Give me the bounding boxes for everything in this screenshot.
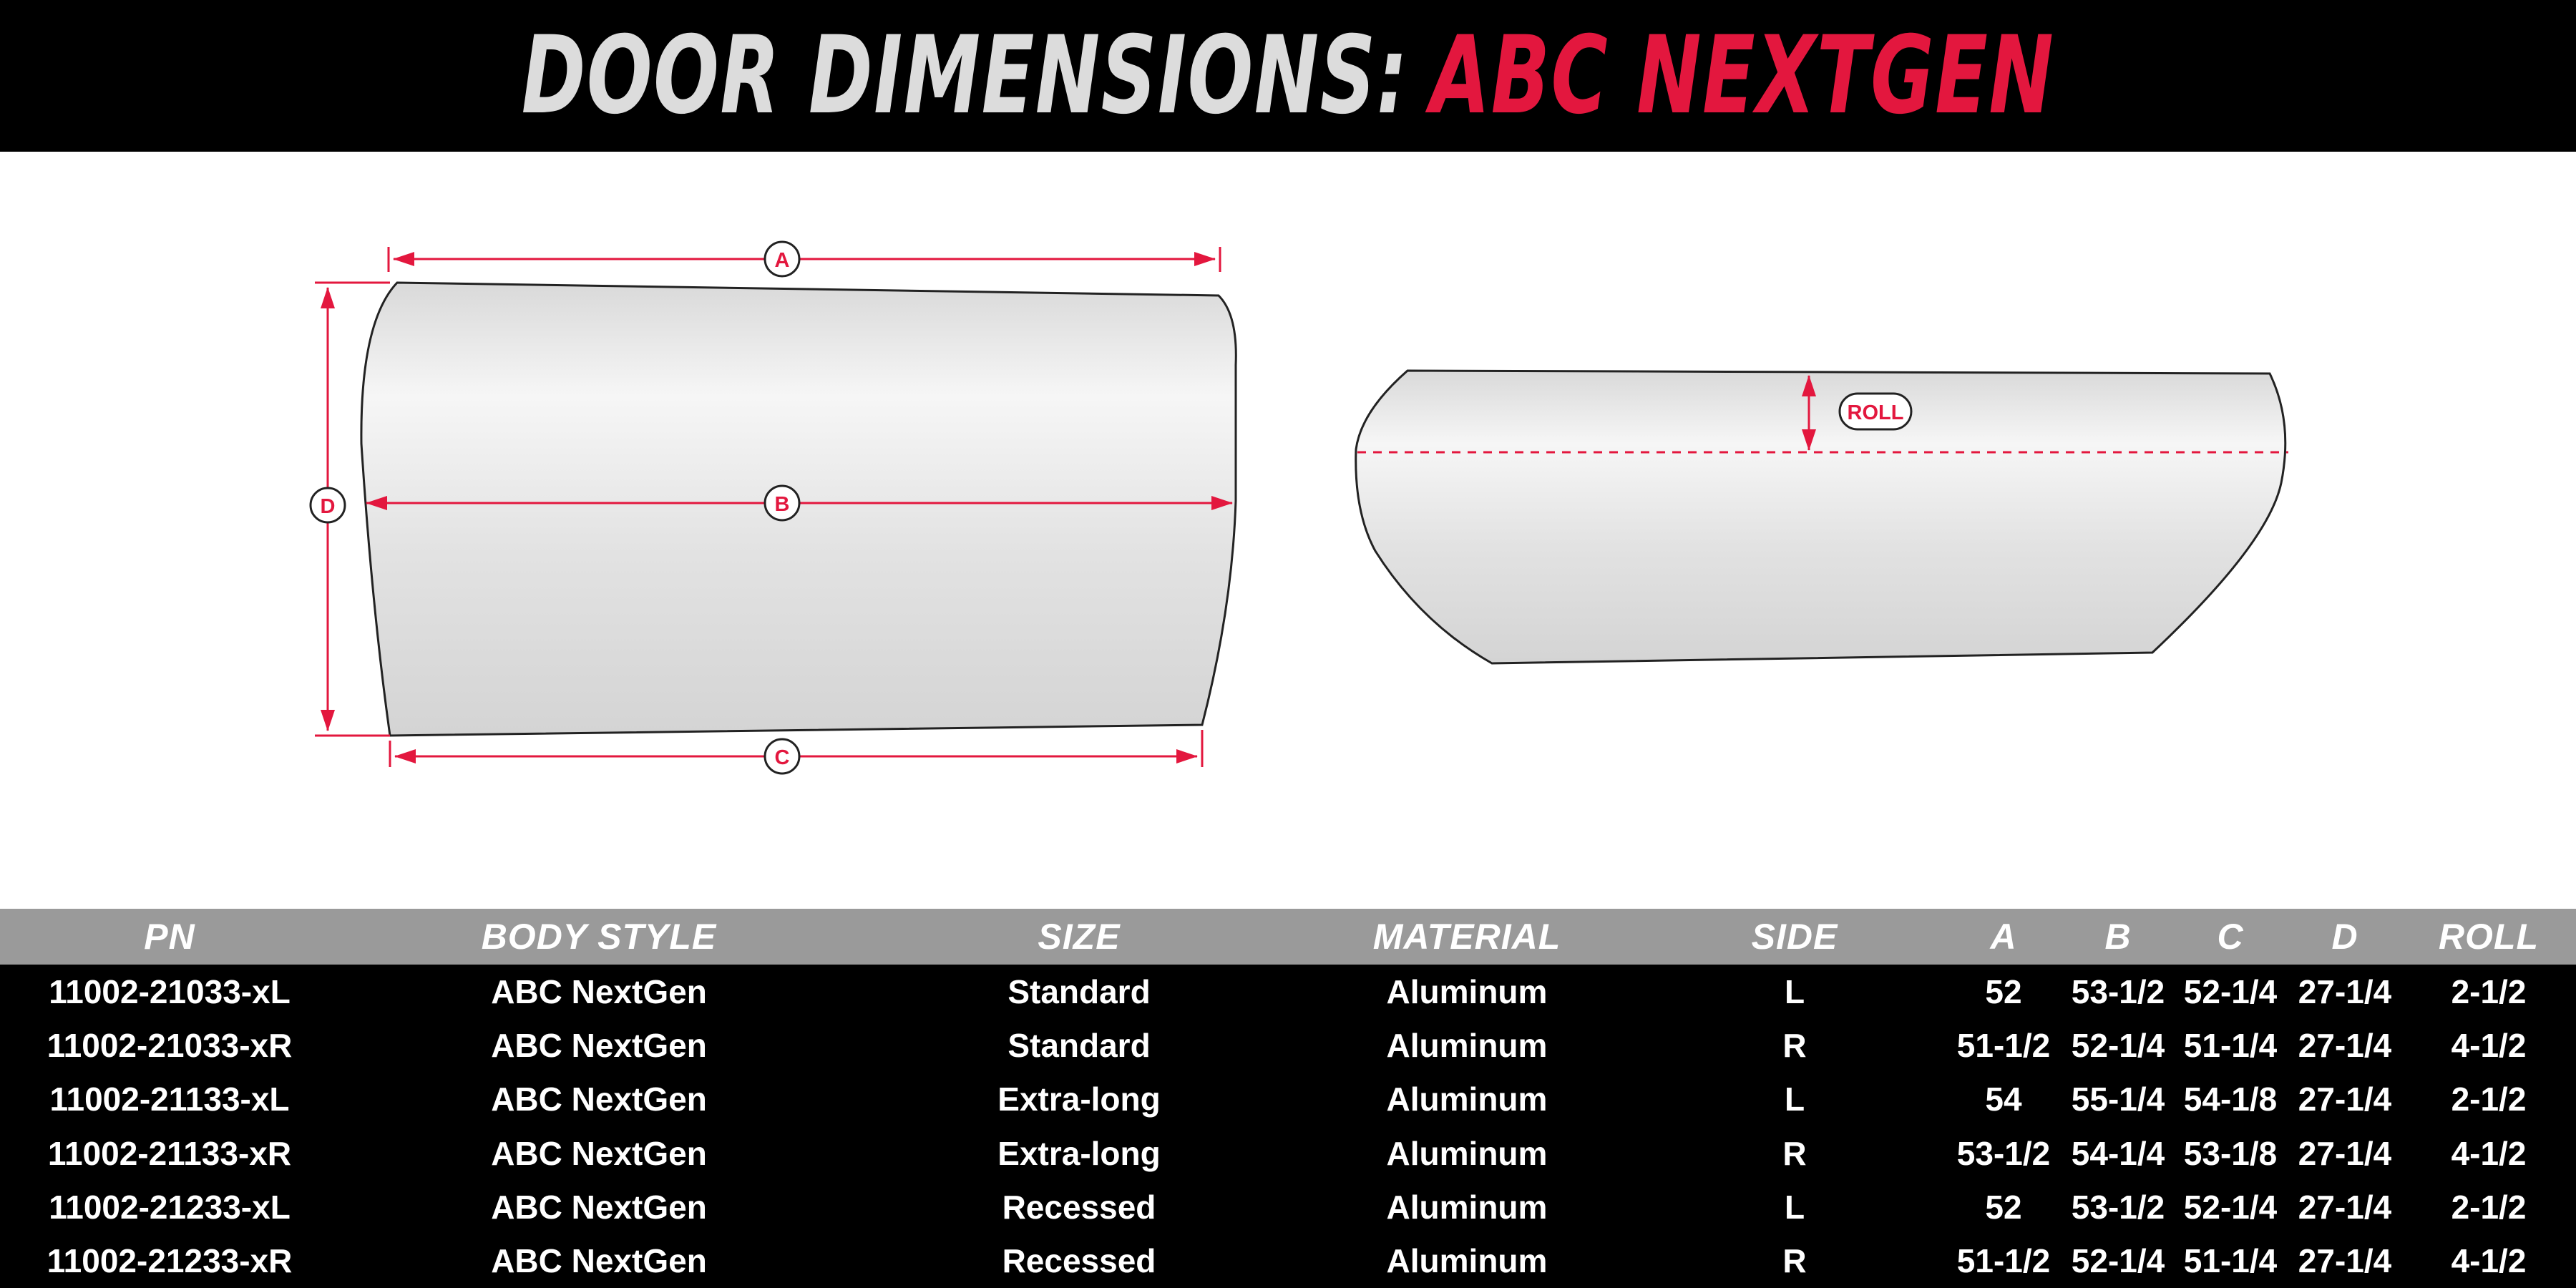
cell-body-style: ABC NextGen <box>491 973 707 1010</box>
dimension-d <box>311 288 345 731</box>
dimension-a <box>394 242 1215 276</box>
cell-pn: 11002-21133-xL <box>49 1080 290 1118</box>
cell-b: 52-1/4 <box>2071 1027 2165 1064</box>
cell-d: 27-1/4 <box>2298 1027 2392 1064</box>
cell-pn: 11002-21033-xR <box>47 1027 293 1064</box>
cell-body-style: ABC NextGen <box>491 1135 707 1172</box>
dimension-c <box>395 739 1197 774</box>
cell-roll: 2-1/2 <box>2451 973 2527 1010</box>
table-row <box>0 965 2576 1019</box>
title-main: DOOR DIMENSIONS: <box>521 14 1409 138</box>
title-banner <box>0 0 2576 152</box>
table-row <box>0 1072 2576 1126</box>
cell-roll: 2-1/2 <box>2451 1080 2527 1118</box>
cell-size: Standard <box>1008 973 1151 1010</box>
door-top-view <box>1356 371 2285 663</box>
table-header-bar <box>0 909 2576 965</box>
cell-side: L <box>1784 1189 1805 1226</box>
cell-side: R <box>1782 1027 1807 1064</box>
cell-a: 52 <box>1985 973 2022 1010</box>
col-header-b: B <box>2104 917 2132 957</box>
cell-c: 52-1/4 <box>2183 1189 2278 1226</box>
cell-size: Extra-long <box>997 1080 1161 1118</box>
cell-material: Aluminum <box>1386 1189 1548 1226</box>
cell-a: 52 <box>1985 1189 2022 1226</box>
cell-roll: 4-1/2 <box>2451 1135 2527 1172</box>
cell-a: 53-1/2 <box>1956 1135 2051 1172</box>
page-title <box>361 0 2215 152</box>
cell-material: Aluminum <box>1386 1242 1548 1279</box>
cell-size: Standard <box>1008 1027 1151 1064</box>
cell-b: 55-1/4 <box>2071 1080 2165 1118</box>
cell-c: 53-1/8 <box>2183 1135 2278 1172</box>
cell-pn: 11002-21233-xR <box>47 1242 293 1279</box>
cell-b: 53-1/2 <box>2071 1189 2165 1226</box>
door-diagram <box>0 152 2576 910</box>
col-header-roll: ROLL <box>2438 917 2540 957</box>
table-row <box>0 1234 2576 1288</box>
cell-b: 53-1/2 <box>2071 973 2165 1010</box>
title-accent: ABC NEXTGEN <box>1430 14 2055 138</box>
cell-b: 52-1/4 <box>2071 1242 2165 1279</box>
cell-size: Recessed <box>1002 1242 1156 1279</box>
col-header-material: MATERIAL <box>1372 917 1561 957</box>
col-header-a: A <box>1990 917 2017 957</box>
door-diagram-area <box>0 152 2576 910</box>
cell-material: Aluminum <box>1386 1080 1548 1118</box>
cell-d: 27-1/4 <box>2298 1135 2392 1172</box>
cell-d: 27-1/4 <box>2298 1242 2392 1279</box>
cell-a: 51-1/2 <box>1956 1027 2051 1064</box>
cell-a: 51-1/2 <box>1956 1242 2051 1279</box>
col-header-side: SIDE <box>1751 917 1838 957</box>
cell-roll: 4-1/2 <box>2451 1027 2527 1064</box>
dimension-b-label: B <box>774 493 790 516</box>
cell-body-style: ABC NextGen <box>491 1189 707 1226</box>
cell-pn: 11002-21233-xL <box>49 1189 291 1226</box>
col-header-pn: PN <box>144 917 195 957</box>
cell-c: 51-1/4 <box>2183 1027 2278 1064</box>
col-header-size: SIZE <box>1038 917 1121 957</box>
cell-size: Recessed <box>1002 1189 1156 1226</box>
cell-roll: 4-1/2 <box>2451 1242 2527 1279</box>
cell-material: Aluminum <box>1386 1135 1548 1172</box>
col-header-d: D <box>2331 917 2358 957</box>
dimension-a-label: A <box>774 249 790 272</box>
cell-a: 54 <box>1985 1080 2022 1118</box>
cell-side: R <box>1782 1135 1807 1172</box>
cell-d: 27-1/4 <box>2298 973 2392 1010</box>
table-row <box>0 1126 2576 1181</box>
dimension-roll-label: ROLL <box>1847 401 1904 424</box>
cell-material: Aluminum <box>1386 973 1548 1010</box>
col-header-body-style: BODY STYLE <box>481 917 717 957</box>
cell-side: L <box>1784 973 1805 1010</box>
cell-c: 52-1/4 <box>2183 973 2278 1010</box>
cell-side: R <box>1782 1242 1807 1279</box>
cell-pn: 11002-21133-xR <box>47 1135 292 1172</box>
cell-d: 27-1/4 <box>2298 1080 2392 1118</box>
cell-b: 54-1/4 <box>2071 1135 2165 1172</box>
cell-size: Extra-long <box>997 1135 1161 1172</box>
dimension-d-label: D <box>320 495 336 518</box>
cell-body-style: ABC NextGen <box>491 1080 707 1118</box>
dimension-c-label: C <box>774 746 790 769</box>
cell-c: 54-1/8 <box>2183 1080 2278 1118</box>
table-row <box>0 1180 2576 1234</box>
cell-c: 51-1/4 <box>2183 1242 2278 1279</box>
cell-d: 27-1/4 <box>2298 1189 2392 1226</box>
cell-roll: 2-1/2 <box>2451 1189 2527 1226</box>
cell-body-style: ABC NextGen <box>491 1027 707 1064</box>
table-row <box>0 1018 2576 1073</box>
col-header-c: C <box>2217 917 2244 957</box>
cell-body-style: ABC NextGen <box>491 1242 707 1279</box>
cell-pn: 11002-21033-xL <box>49 973 291 1010</box>
cell-material: Aluminum <box>1386 1027 1548 1064</box>
cell-side: L <box>1784 1080 1805 1118</box>
